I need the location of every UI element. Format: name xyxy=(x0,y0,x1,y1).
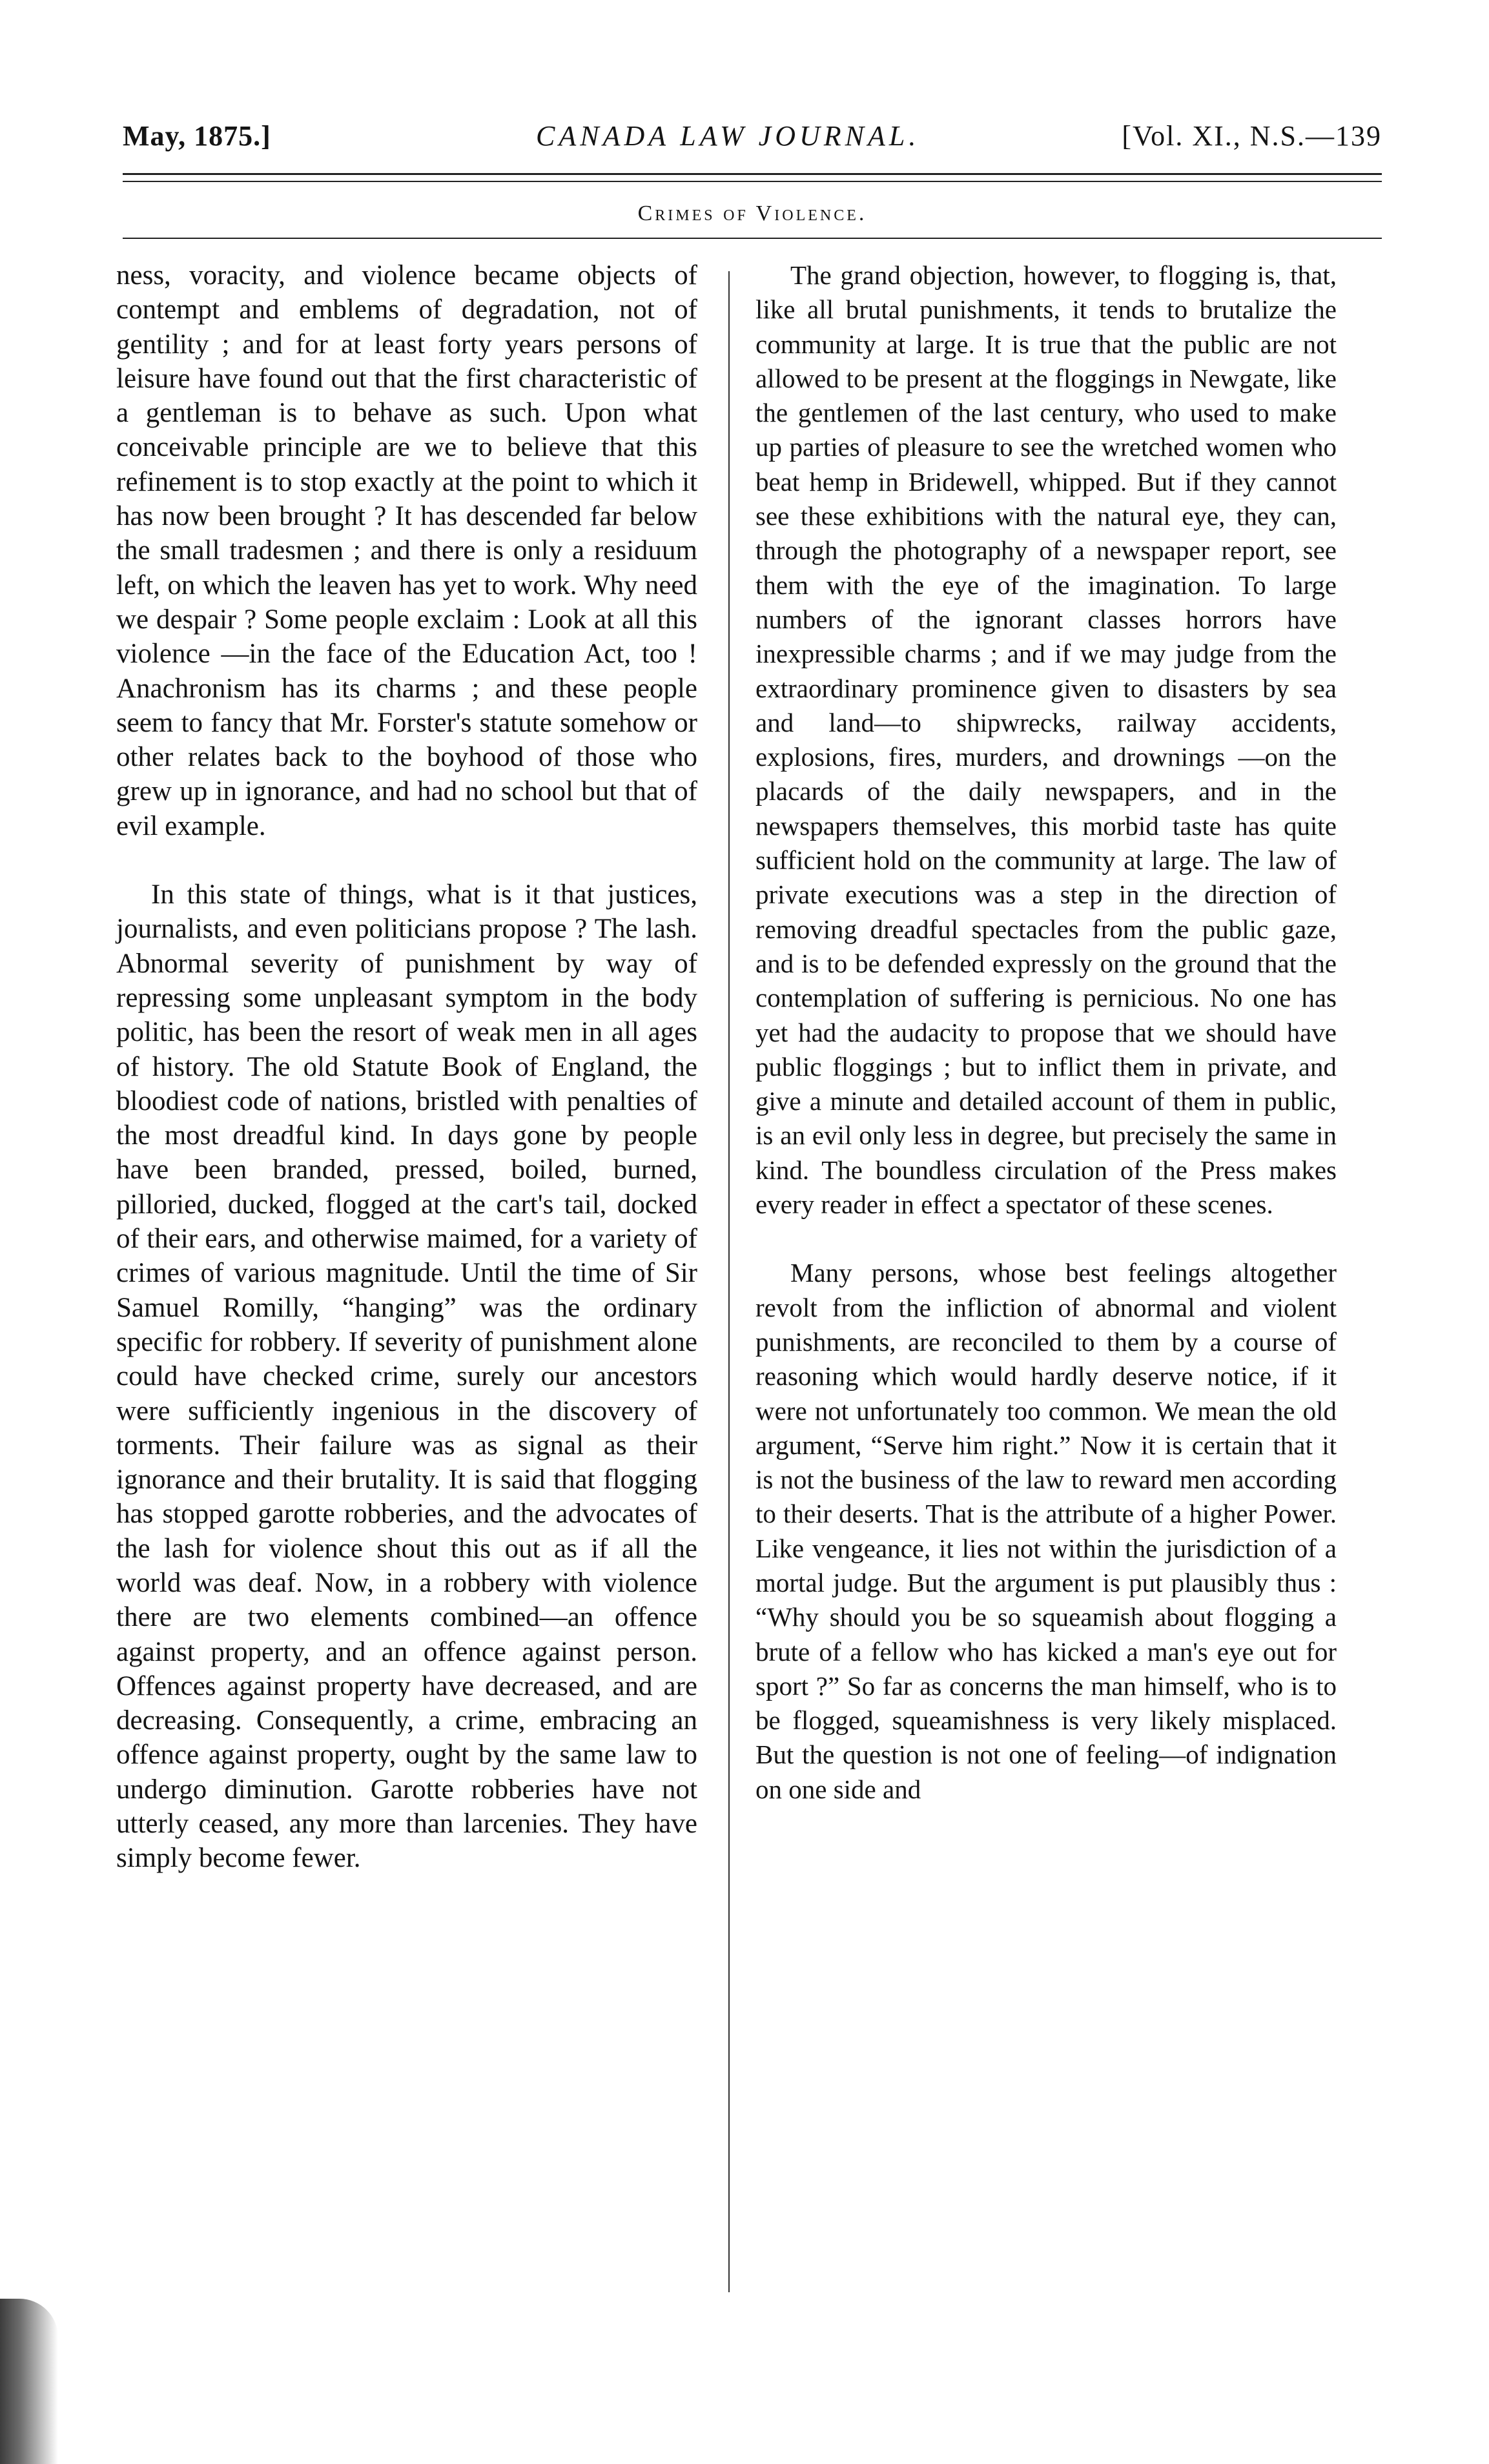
header-rule-bottom xyxy=(123,181,1382,182)
left-paragraph-1: ness, voracity, and violence became objects of contempt and emblems of degradation, not of gentility ; and for at least forty years persons of leisure have found out that the first characteristic of a gentleman is to behave as such. Upon what conceivable principle are we to believe that this refinement is to stop exactly at the point to which it has now been brought ? It has descended far below the small tradesmen ; and there is only a residuum left, on which the leaven has yet to work. Why need we despair ? Some people exclaim : Look at all this violence —in the face of the Education Act, too ! Anachronism has its charms ; and these people seem to fancy that Mr. Forster's statute somehow or other relates back to the boyhood of those who grew up in ignorance, and had no school but that of evil example. xyxy=(116,260,697,841)
right-paragraph-2: Many persons, whose best feelings altogether revolt from the infliction of abnormal and violent punishments, are reconciled to them by a course of reasoning which would hardly deserve notice, if it were not unfortunately too common. We mean the old argument, “Serve him right.” Now it is certain that it is not the business of the law to reward men according to their deserts. That is the attribute of a higher Power. Like vengeance, it lies not within the jurisdiction of a mortal judge. But the argument is put plausibly thus : “Why should you be so squeamish about flogging a brute of a fellow who has kicked a man's eye out for sport ?” So far as concerns the man himself, who is to be flogged, squeamishness is very likely misplaced. But the question is not one of feeling—of indignation on one side and xyxy=(755,1258,1337,1804)
running-header xyxy=(123,119,1382,165)
left-paragraph-2: In this state of things, what is it that justices, journalists, and even politicians propose ? The lash. Abnormal severity of punishment by way of repressing some unpleasant symptom in the body politic, has been the resort of weak men in all ages of history. The old Statute Book of England, the bloodiest code of nations, bristled with penalties of the most dreadful kind. In days gone by people have been branded, pressed, boiled, burned, pilloried, ducked, flogged at the cart's tail, docked of their ears, and otherwise maimed, for a variety of crimes of various magnitude. Until the time of Sir Samuel Romilly, “hanging” was the ordinary specific for robbery. If severity of punishment alone could have checked crime, surely our ancestors were sufficiently ingenious in the discovery of torments. Their failure was as signal as their ignorance and their brutality. It is said that flogging has stopped garotte robberies, and the advocates of the lash for violence shout this out as if all the world was deaf. Now, in a robbery with violence there are two elements combined—an offence against property, and an offence against person. Offences against property have decreased, and are decreasing. Consequently, a crime, embracing an offence against property, ought by the same law to undergo diminution. Garotte robberies have not utterly ceased, any more than larcenies. They have simply become fewer. xyxy=(116,879,697,1874)
section-rule xyxy=(123,238,1382,239)
left-column xyxy=(116,258,697,1910)
header-date: May, 1875.] xyxy=(123,120,271,152)
header-journal-title: CANADA LAW JOURNAL. xyxy=(536,120,920,152)
column-divider xyxy=(728,271,730,2292)
header-volume: [Vol. XI., N.S.—139 xyxy=(1122,120,1382,152)
right-paragraph-1: The grand objection, however, to flogging is, that, like all brutal punishments, it tends to brutalize the community at large. It is true that the public are not allowed to be present at the floggings in Newgate, like the gentlemen of the last century, who used to make up parties of pleasure to see the wretched women who beat hemp in Bridewell, whipped. But if they cannot see these exhibitions with the natural eye, they can, through the photography of a newspaper report, see them with the eye of the imagination. To large numbers of the ignorant classes horrors have inexpressible charms ; and if we may judge from the extraordinary prominence given to disasters by sea and land—to shipwrecks, railway accidents, explosions, fires, murders, and drownings —on the placards of the daily newspapers, and in the newspapers themselves, this morbid taste has quite sufficient hold on the community at large. The law of private executions was a step in the direction of removing dreadful spectacles from the public gaze, and is to be defended expressly on the ground that the contemplation of suffering is pernicious. No one has yet had the audacity to propose that we should have public floggings ; but to inflict them in private, and give a minute and detailed account of them in public, is an evil only less in degree, but precisely the same in kind. The boundless circulation of the Press makes every reader in effect a spectator of these scenes. xyxy=(755,260,1337,1220)
header-rule-top xyxy=(123,173,1382,175)
section-title: Crimes of Violence. xyxy=(637,201,867,225)
right-column xyxy=(755,258,1337,1841)
page-edge-shadow xyxy=(0,2299,58,2464)
